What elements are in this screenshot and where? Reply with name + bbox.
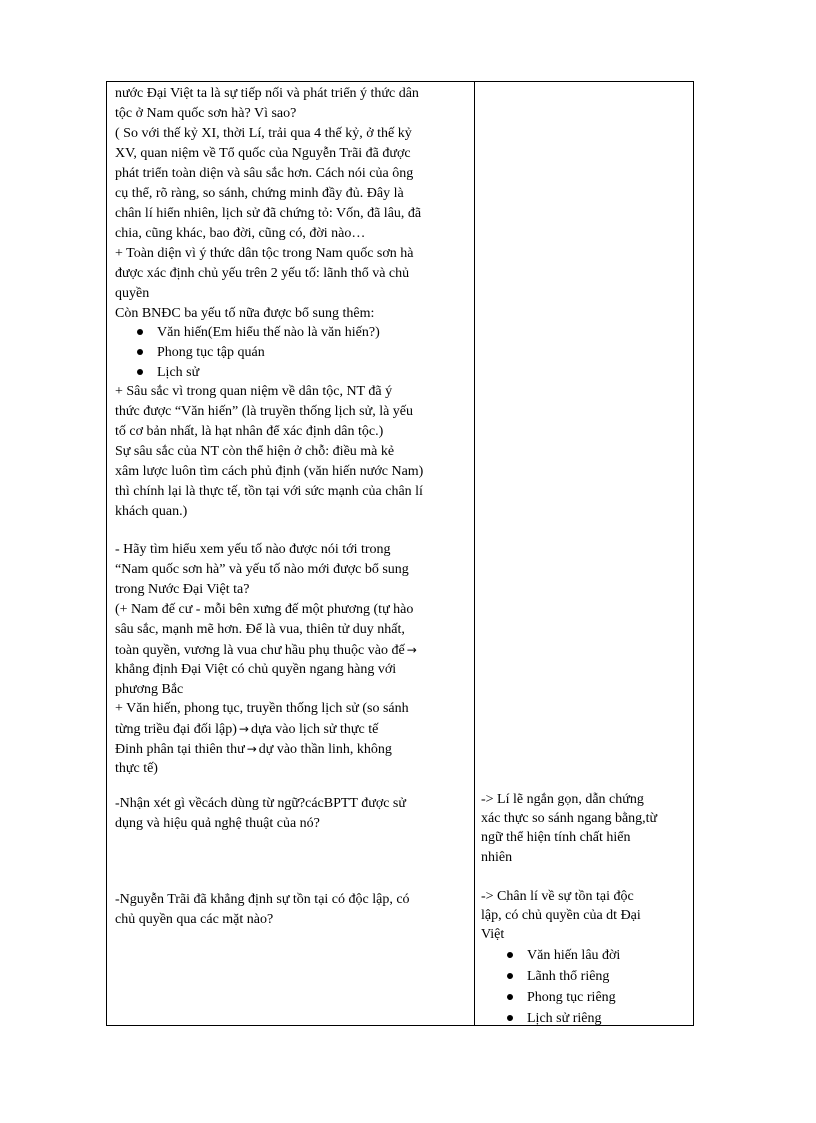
text-line: phương Bắc [115, 682, 184, 697]
bullet-item [507, 988, 616, 1008]
question-line: -Nhận xét gì vềcách dùng từ ngữ?cácBPTT được sử [115, 796, 406, 811]
bullet-text: Phong tục tập quán [157, 345, 265, 360]
text-line: chân lí hiển nhiên, lịch sử đã chứng tỏ: Vốn, đã lâu, đã [115, 206, 422, 221]
answer-line: lập, có chủ quyền của dt Đại [481, 908, 641, 923]
bullet-item [137, 323, 380, 343]
text-line: XV, quan niệm về Tổ quốc của Nguyễn Trãi đã được [115, 146, 411, 161]
text-line: Còn BNĐC ba yếu tố nữa được bổ sung thêm: [115, 306, 375, 321]
text-line: thức được “Văn hiến” (là truyền thống lịch sử, là yếu [115, 404, 414, 419]
right-arrow-icon: → [238, 722, 249, 736]
text-line: - Hãy tìm hiểu xem yếu tố nào được nói tới trong [115, 542, 391, 557]
text-line: sâu sắc, mạnh mẽ hơn. Để là vua, thiên tử duy nhất, [115, 622, 405, 637]
text-line: xâm lược luôn tìm cách phủ định (văn hiến nước Nam) [115, 464, 424, 479]
bullet-text: Lịch sử [157, 365, 200, 380]
bullet-icon [507, 952, 513, 958]
text-segment: dự vào thần linh, không [258, 742, 392, 757]
question-line: dụng và hiệu quả nghệ thuật của nó? [115, 816, 320, 831]
bullet-item [137, 363, 199, 383]
text-segment: từng triều đại đối lập) [115, 722, 237, 737]
text-segment: toàn quyền, vương là vua chư hầu phụ thuộc vào đế [115, 643, 405, 658]
text-line: + Sâu sắc vì trong quan niệm về dân tộc, NT đã ý [115, 384, 393, 399]
bullet-text: Lịch sử riêng [527, 1011, 602, 1026]
bullet-item [507, 1009, 601, 1029]
text-line: được xác định chủ yếu trên 2 yếu tố: lãnh thổ và chủ [115, 266, 410, 281]
bullet-icon [507, 973, 513, 979]
bullet-icon [507, 994, 513, 1000]
text-line: khẳng định Đại Việt có chủ quyền ngang hàng với [115, 662, 397, 677]
text-line: trong Nước Đại Việt ta? [115, 582, 250, 597]
text-line: chia, cũng khác, bao đời, cũng có, đời nào… [115, 226, 366, 241]
text-line [115, 640, 419, 661]
bullet-text: Văn hiến(Em hiểu thế nào là văn hiến?) [157, 325, 380, 340]
bullet-item [507, 946, 620, 966]
left-column [107, 82, 475, 1025]
bullet-icon [507, 1015, 513, 1021]
question-line: -Nguyễn Trãi đã khẳng định sự tồn tại có độc lập, có [115, 892, 410, 907]
bullet-text: Lãnh thổ riêng [527, 969, 610, 984]
text-line: “Nam quốc sơn hà” và yếu tố nào mới được bổ sung [115, 562, 409, 577]
answer-line: -> Chân lí về sự tồn tại độc [481, 889, 634, 904]
text-line: thực tế) [115, 761, 158, 776]
text-line: tộc ở Nam quốc sơn hà? Vì sao? [115, 106, 297, 121]
text-line: tố cơ bản nhất, là hạt nhân để xác định dân tộc.) [115, 424, 384, 439]
text-line: (+ Nam đế cư - mỗi bên xưng đế một phương (tự hào [115, 602, 414, 617]
text-line: thì chính lại là thực tế, tồn tại với sức mạnh của chân lí [115, 484, 423, 499]
answer-line: Việt [481, 927, 505, 942]
text-segment: Đinh phân tại thiên thư [115, 742, 245, 757]
text-line: khách quan.) [115, 504, 188, 519]
text-line: Sự sâu sắc của NT còn thể hiện ở chỗ: điều mà kẻ [115, 444, 395, 459]
text-line: + Văn hiến, phong tục, truyền thống lịch sử (so sánh [115, 701, 409, 716]
bullet-text: Phong tục riêng [527, 990, 616, 1005]
right-column [475, 82, 693, 1025]
answer-line: ngữ thể hiện tính chất hiển [481, 830, 631, 845]
bullet-item [137, 343, 265, 363]
bullet-icon [137, 369, 143, 375]
text-line [115, 739, 392, 760]
bullet-item [507, 967, 609, 987]
bullet-icon [137, 349, 143, 355]
bullet-text: Văn hiến lâu đời [527, 948, 621, 963]
text-line: phát triển toàn diện và sâu sắc hơn. Cách nói của ông [115, 166, 414, 181]
text-line: ( So với thế kỷ XI, thời Lí, trải qua 4 thế kỷ, ở thế kỷ [115, 126, 412, 141]
content-table [106, 81, 694, 1026]
text-line: + Toàn diện vì ý thức dân tộc trong Nam quốc sơn hà [115, 246, 414, 261]
text-line: cụ thể, rõ ràng, so sánh, chứng minh đầy đủ. Đây là [115, 186, 404, 201]
answer-line: -> Lí lẽ ngắn gọn, dẫn chứng [481, 792, 644, 807]
answer-line: nhiên [481, 850, 513, 865]
text-segment: dựa vào lịch sử thực tế [250, 722, 379, 737]
text-line [115, 719, 378, 740]
answer-line: xác thực so sánh ngang bằng,từ [481, 811, 658, 826]
bullet-icon [137, 329, 143, 335]
text-line: nước Đại Việt ta là sự tiếp nối và phát triển ý thức dân [115, 86, 419, 101]
text-line: quyền [115, 286, 150, 301]
right-arrow-icon: → [246, 742, 257, 756]
right-arrow-icon: → [406, 643, 417, 657]
question-line: chủ quyền qua các mặt nào? [115, 912, 274, 927]
